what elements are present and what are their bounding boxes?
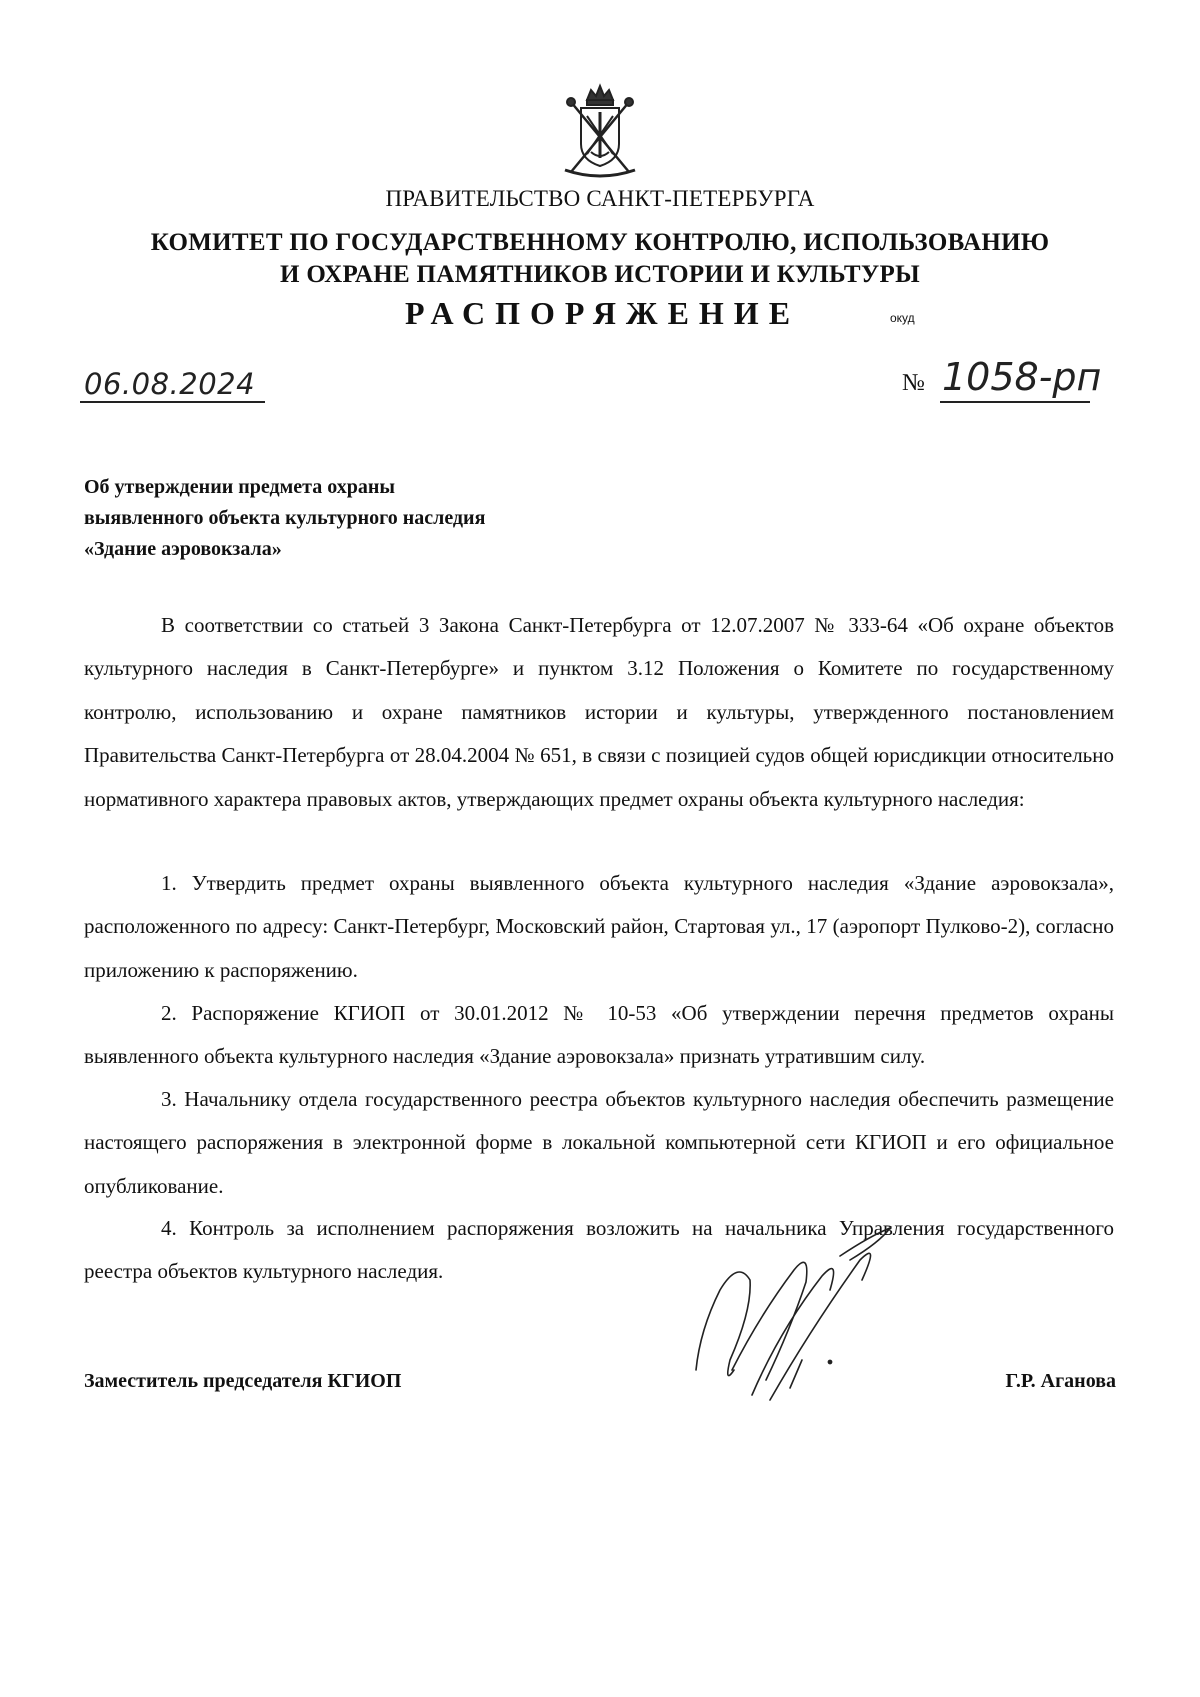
number-label: № xyxy=(902,370,925,396)
item-paragraph-4: 4. Контроль за исполнением распоряжения возложить на начальника Управления государственного реестра объектов культурного наследия. xyxy=(84,1216,1114,1284)
document-type: РАСПОРЯЖЕНИЕ xyxy=(405,295,801,331)
item-paragraph-1: 1. Утвердить предмет охраны выявленного объекта культурного наследия «Здание аэровокзала», расположенного по адресу: Санкт-Петербург, Московский район, Стартовая ул., 17 (аэропорт Пулково-2), согласно приложению к распоряжению. xyxy=(84,871,1114,982)
committee-name-line1: КОМИТЕТ ПО ГОСУДАРСТВЕННОМУ КОНТРОЛЮ, ИСПОЛЬЗОВАНИЮ xyxy=(150,229,1050,256)
government-name: ПРАВИТЕЛЬСТВО САНКТ-ПЕТЕРБУРГА xyxy=(385,186,815,211)
document-date: 06.08.2024 xyxy=(84,367,256,401)
okud-label: окуд xyxy=(890,311,915,325)
signer-name: Г.Р. Аганова xyxy=(1005,1370,1116,1392)
date-underline xyxy=(80,401,265,403)
subject-line1: Об утверждении предмета охраны xyxy=(84,476,395,498)
handwritten-signature-icon xyxy=(690,1220,920,1420)
item-paragraph-3: 3. Начальнику отдела государственного реестра объектов культурного наследия обеспечить размещение настоящего распоряжения в электронной форме в локальной компьютерной сети КГИОП и его официальное опубликование. xyxy=(84,1087,1114,1198)
committee-name-line2: И ОХРАНЕ ПАМЯТНИКОВ ИСТОРИИ И КУЛЬТУРЫ xyxy=(280,261,920,288)
document-number: 1058-рп xyxy=(942,355,1102,399)
coat-of-arms-icon xyxy=(557,82,643,180)
preamble-paragraph: В соответствии со статьей 3 Закона Санкт-Петербурга от 12.07.2007 № 333-64 «Об охране объектов культурного наследия в Санкт-Петербурге» и пунктом 3.12 Положения о Комитете по государственному контролю, использованию и охране памятников истории и культуры, утвержденного постановлением Правительства Санкт-Петербурга от 28.04.2004 № 651, в связи с позицией судов общей юрисдикции относительно нормативного характера правовых актов, утверждающих предмет охраны объекта культурного наследия: xyxy=(84,613,1114,811)
subject-line3: «Здание аэровокзала» xyxy=(84,538,282,560)
number-underline xyxy=(940,401,1090,403)
item-paragraph-2: 2. Распоряжение КГИОП от 30.01.2012 № 10-53 «Об утверждении перечня предметов охраны выявленного объекта культурного наследия «Здание аэровокзала» признать утратившим силу. xyxy=(84,1001,1114,1069)
signer-position: Заместитель председателя КГИОП xyxy=(84,1370,402,1392)
subject-line2: выявленного объекта культурного наследия xyxy=(84,507,486,529)
